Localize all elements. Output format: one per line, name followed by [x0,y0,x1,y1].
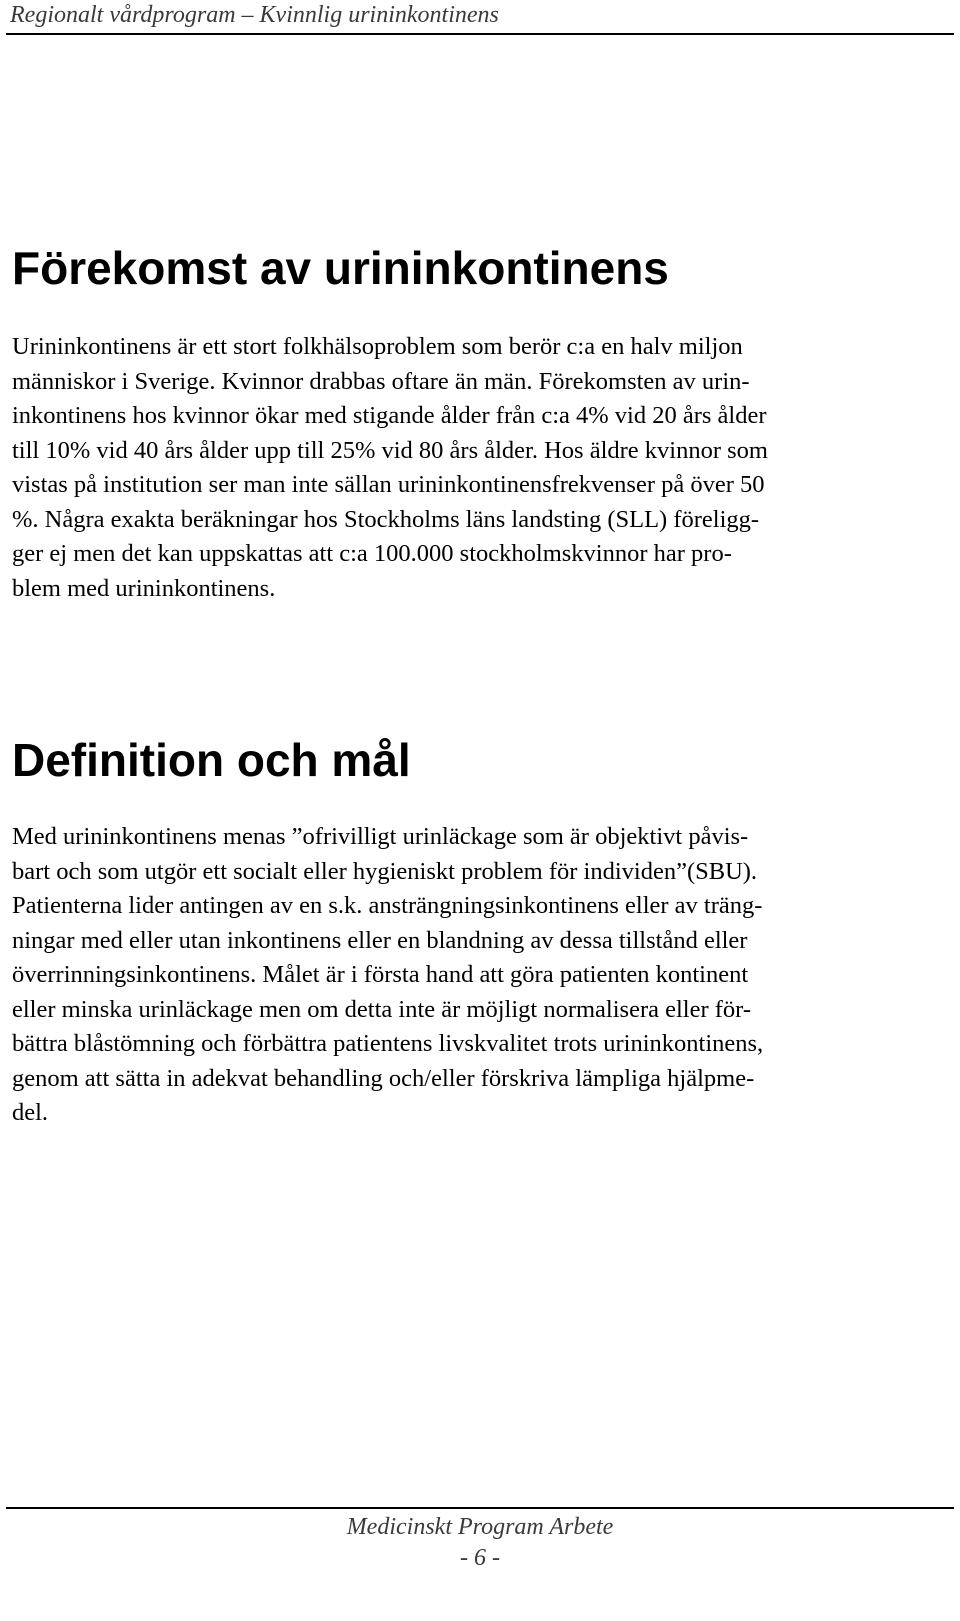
body-line: ningar med eller utan inkontinens eller en blandning av dessa tillstånd eller [12,926,748,954]
section-heading-definition: Definition och mål [12,734,411,786]
body-line: eller minska urinläckage men om detta inte är möjligt normalisera eller för- [12,995,751,1023]
body-line: bart och som utgör ett socialt eller hygieniskt problem för individen”(SBU). [12,857,758,885]
body-line: ger ej men det kan uppskattas att c:a 100.000 stockholmskvinnor har pro- [12,540,732,567]
body-line: %. Några exakta beräkningar hos Stockholms läns landsting (SLL) föreligg- [12,505,760,533]
footer-page-number: - 6 - [460,1545,500,1571]
section-body-definition [12,820,763,1131]
running-header-title: Regionalt vårdprogram – Kvinnlig urininkontinens [10,2,499,28]
footer-program-name: Medicinskt Program Arbete [346,1514,614,1540]
body-line: inkontinens hos kvinnor ökar med stigande ålder från c:a 4% vid 20 års ålder [12,402,767,429]
body-line: bättra blåstömning och förbättra patientens livskvalitet trots urininkontinens, [12,1030,764,1057]
header-divider [6,33,954,35]
body-line: Patienterna lider antingen av en s.k. ansträngningsinkontinens eller av träng- [12,892,763,919]
body-line: vistas på institution ser man inte sällan urininkontinensfrekvenser på över 50 [12,471,765,498]
body-line: blem med urininkontinens. [12,574,276,602]
body-line: människor i Sverige. Kvinnor drabbas oftare än män. Förekomsten av urin- [12,367,750,395]
body-line: genom att sätta in adekvat behandling och/eller förskriva lämpliga hjälpme- [12,1064,755,1092]
section-body-prevalence [12,330,768,606]
body-line: till 10% vid 40 års ålder upp till 25% vid 80 års ålder. Hos äldre kvinnor som [12,436,768,464]
footer-divider [6,1507,954,1509]
body-line: Urininkontinens är ett stort folkhälsoproblem som berör c:a en halv miljon [12,333,743,360]
body-line: del. [12,1099,49,1126]
body-line: överrinningsinkontinens. Målet är i första hand att göra patienten kontinent [12,961,749,988]
section-heading-prevalence: Förekomst av urininkontinens [12,242,669,294]
body-line: Med urininkontinens menas ”ofrivilligt urinläckage som är objektivt påvis- [12,823,749,850]
